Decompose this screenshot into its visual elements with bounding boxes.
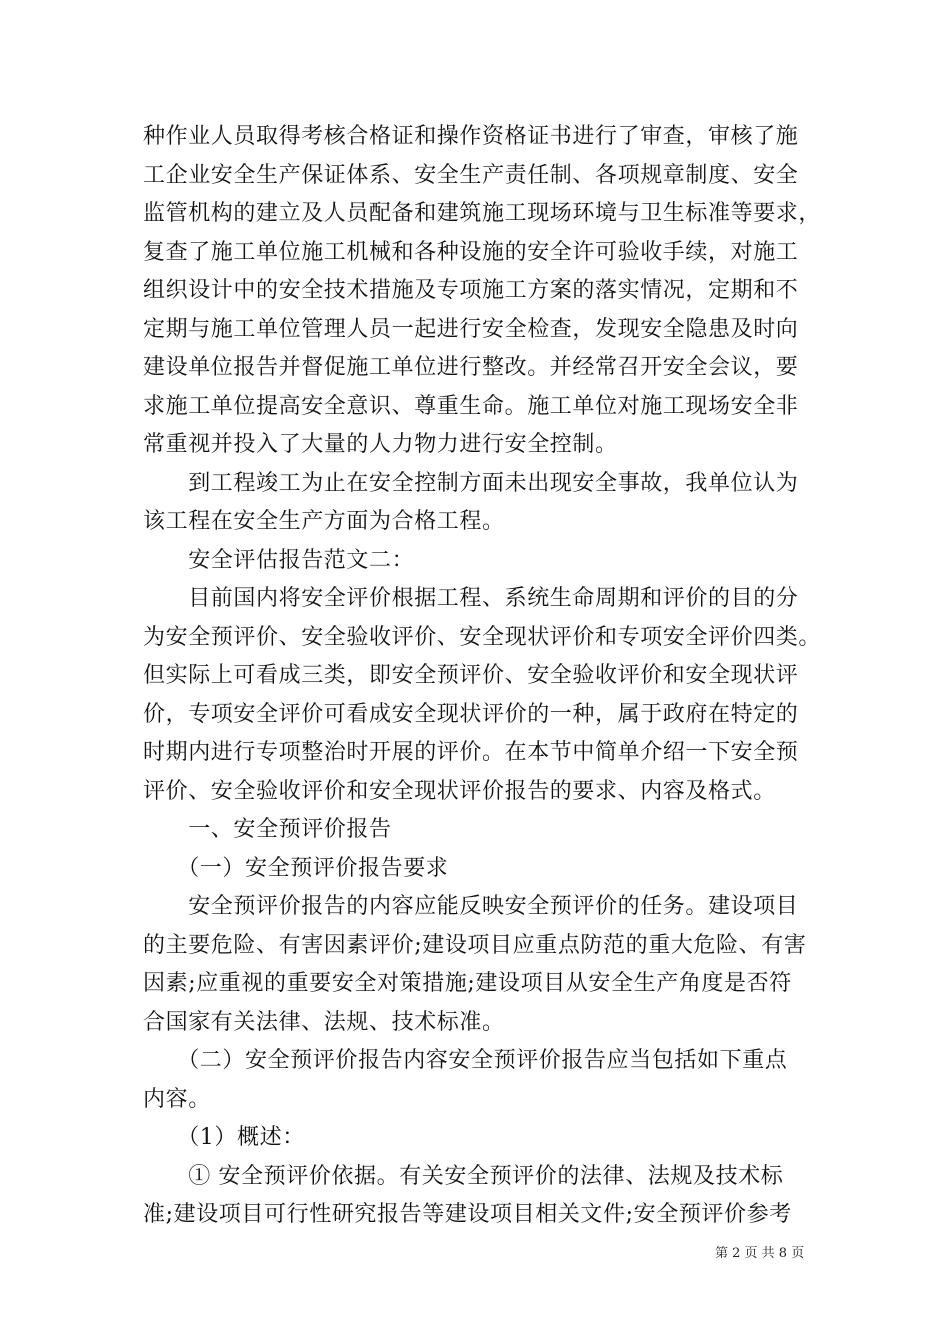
- text-line: （二）安全预评价报告内容安全预评价报告应当包括如下重点: [143, 1048, 788, 1073]
- text-line: 评价、安全验收评价和安全现状评价报告的要求、内容及格式。: [143, 778, 776, 804]
- text-line: 因素;应重视的重要安全对策措施;建设项目从安全生产角度是否符: [143, 971, 792, 996]
- text-line: 内容。: [143, 1086, 211, 1112]
- text-line: （1）概述：: [143, 1125, 305, 1150]
- text-line: 为安全预评价、安全验收评价、安全现状评价和专项安全评价四类。: [143, 624, 822, 650]
- text-line: 常重视并投入了大量的人力物力进行安全控制。: [143, 432, 618, 457]
- text-line: 目前国内将安全评价根据工程、系统生命周期和评价的目的分: [143, 586, 799, 611]
- document-body: [143, 118, 822, 1235]
- text-line: 的主要危险、有害因素评价;建设项目应重点防范的重大危险、有害: [143, 932, 807, 958]
- page-number-footer: 第 2 页 共 8 页: [715, 1246, 805, 1261]
- text-line: 定期与施工单位管理人员一起进行安全检查，发现安全隐患及时向: [143, 316, 799, 342]
- text-line: 时期内进行专项整治时开展的评价。在本节中简单介绍一下安全预: [143, 740, 799, 765]
- text-line: 种作业人员取得考核合格证和操作资格证书进行了审查，审核了施: [143, 124, 799, 149]
- text-line: 安全评估报告范文二：: [143, 547, 415, 573]
- subsection-heading: （一）安全预评价报告要求: [143, 855, 449, 881]
- text-line: 建设单位报告并督促施工单位进行整改。并经常召开安全会议，要: [143, 355, 799, 380]
- text-line: 工企业安全生产保证体系、安全生产责任制、各项规章制度、安全: [143, 162, 799, 188]
- text-line: 该工程在安全生产方面为合格工程。: [143, 509, 505, 534]
- text-line: 到工程竣工为止在安全控制方面未出现安全事故，我单位认为: [143, 470, 799, 496]
- text-line: 合国家有关法律、法规、技术标准。: [143, 1009, 505, 1035]
- section-heading: 一、安全预评价报告: [143, 817, 392, 842]
- text-line: 准;建设项目可行性研究报告等建设项目相关文件;安全预评价参考: [143, 1202, 792, 1227]
- text-line: 价，专项安全评价可看成安全现状评价的一种，属于政府在特定的: [143, 701, 799, 727]
- text-line: 监管机构的建立及人员配备和建筑施工现场环境与卫生标准等要求，: [143, 201, 822, 226]
- text-line: 但实际上可看成三类，即安全预评价、安全验收评价和安全现状评: [143, 663, 799, 688]
- text-line: ① 安全预评价依据。有关安全预评价的法律、法规及技术标: [143, 1163, 784, 1189]
- text-line: 复查了施工单位施工机械和各种设施的安全许可验收手续，对施工: [143, 239, 799, 265]
- text-line: 求施工单位提高安全意识、尊重生命。施工单位对施工现场安全非: [143, 393, 799, 419]
- text-line: 组织设计中的安全技术措施及专项施工方案的落实情况，定期和不: [143, 278, 799, 303]
- text-line: 安全预评价报告的内容应能反映安全预评价的任务。建设项目: [143, 894, 799, 919]
